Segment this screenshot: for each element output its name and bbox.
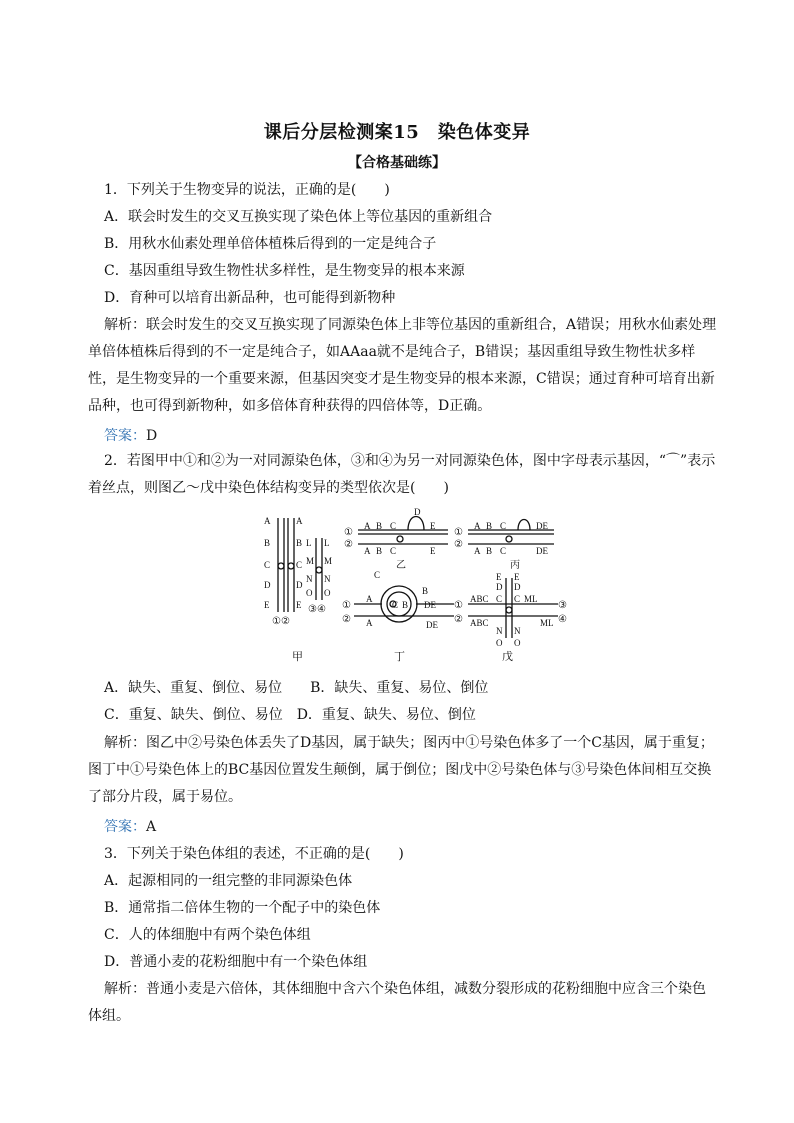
svg-text:N: N <box>496 626 503 636</box>
svg-text:①②: ①② <box>272 616 290 627</box>
svg-text:E: E <box>430 521 436 531</box>
q3-explanation: 解析：普通小麦是六倍体，其体细胞中含六个染色体组，减数分裂形成的花粉细胞中应含三个染色体组。 <box>88 981 706 1024</box>
svg-text:ML: ML <box>524 594 538 604</box>
svg-text:A: A <box>474 521 481 531</box>
svg-text:A: A <box>364 546 371 556</box>
svg-text:①: ① <box>342 600 351 611</box>
svg-text:C: C <box>500 546 507 556</box>
svg-text:B: B <box>376 521 383 531</box>
svg-text:C: C <box>496 594 503 604</box>
svg-text:B: B <box>296 538 303 548</box>
svg-text:A: A <box>296 516 303 526</box>
q1-answer-value: D <box>146 428 158 444</box>
svg-text:③④: ③④ <box>308 604 326 615</box>
svg-text:②: ② <box>454 539 463 550</box>
svg-text:②: ② <box>344 539 353 550</box>
svg-text:C: C <box>390 546 397 556</box>
q1-option-a: A．联会时发生的交叉互换实现了染色体上等位基因的重新组合 <box>104 209 493 225</box>
q2-options-row1: A．缺失、重复、倒位、易位 B．缺失、重复、易位、倒位 <box>104 680 489 696</box>
svg-text:O: O <box>306 588 313 598</box>
q1-option-c: C．基因重组导致生物性状多样性，是生物变异的根本来源 <box>104 263 465 279</box>
svg-text:B: B <box>486 521 493 531</box>
svg-text:③: ③ <box>558 600 567 611</box>
svg-text:丙: 丙 <box>510 560 520 571</box>
svg-text:B: B <box>376 546 383 556</box>
svg-text:B: B <box>486 546 493 556</box>
svg-text:N: N <box>324 574 331 584</box>
svg-text:E: E <box>430 546 436 556</box>
svg-text:DE: DE <box>426 620 438 630</box>
svg-text:①: ① <box>454 600 463 611</box>
section-heading: 【合格基础练】 <box>348 155 446 171</box>
svg-text:B: B <box>422 586 429 596</box>
svg-text:E: E <box>264 600 270 610</box>
svg-text:C: C <box>296 560 303 570</box>
svg-text:O: O <box>496 638 503 648</box>
svg-text:D: D <box>496 582 503 592</box>
q2-answer <box>104 818 156 836</box>
q2-answer-label: 答案： <box>104 819 146 835</box>
q1-answer <box>104 427 157 445</box>
svg-text:M: M <box>306 556 315 566</box>
q1-option-d: D．育种可以培育出新品种，也可能得到新物种 <box>104 290 396 306</box>
svg-text:ML: ML <box>540 618 554 628</box>
panel-label-wu: 戊 <box>502 651 513 663</box>
svg-text:ABC: ABC <box>470 594 489 604</box>
q1-explanation: 解析：联会时发生的交叉互换实现了同源染色体上非等位基因的重新组合，A错误；用秋水仙素处理单倍体植株后得到的不一定是纯合子，如AAaa就不是纯合子，B错误；基因重组导致生物性状多样性，是生物变异的一个重要来源，但基因突变才是生物变异的根本来源，C错误；通过育种可培育出新品种，也可得到新物种，如多倍体育种获得的四倍体等，D正确。 <box>88 317 717 414</box>
svg-text:B: B <box>402 600 409 610</box>
svg-text:B: B <box>264 538 271 548</box>
svg-text:ABC: ABC <box>470 618 489 628</box>
svg-text:E: E <box>514 572 520 582</box>
svg-text:①: ① <box>454 527 463 538</box>
svg-text:DE: DE <box>536 546 548 556</box>
svg-text:O: O <box>324 588 331 598</box>
svg-text:A: A <box>366 594 373 604</box>
svg-text:C: C <box>374 570 381 580</box>
q3-option-d: D．普通小麦的花粉细胞中有一个染色体组 <box>104 954 368 970</box>
svg-text:②: ② <box>342 614 351 625</box>
q1-option-b: B．用秋水仙素处理单倍体植株后得到的一定是纯合子 <box>104 236 437 252</box>
svg-text:E: E <box>496 572 502 582</box>
q3-option-b: B．通常指二倍体生物的一个配子中的染色体 <box>104 900 381 916</box>
svg-text:N: N <box>514 626 521 636</box>
svg-text:C: C <box>264 560 271 570</box>
q2-stem: 2．若图甲中①和②为一对同源染色体，③和④为另一对同源染色体，图中字母表示基因，“⌒”表示着丝点，则图乙～戊中染色体结构变异的类型依次是( ) <box>88 453 716 496</box>
q2-explanation: 解析：图乙中②号染色体丢失了D基因，属于缺失；图丙中①号染色体多了一个C基因，属于重复；图丁中①号染色体上的BC基因位置发生颠倒，属于倒位；图戊中②号染色体与③号染色体间相互交换了部分片段，属于易位。 <box>88 735 714 805</box>
svg-text:D: D <box>414 508 421 517</box>
svg-text:A: A <box>474 546 481 556</box>
svg-text:C: C <box>390 521 397 531</box>
svg-text:①: ① <box>344 527 353 538</box>
svg-text:L: L <box>306 538 312 548</box>
q3-stem: 3．下列关于染色体组的表述，不正确的是( ) <box>104 846 404 862</box>
svg-text:C: C <box>500 521 507 531</box>
svg-text:②: ② <box>454 614 463 625</box>
svg-text:④: ④ <box>558 614 567 625</box>
svg-text:DE: DE <box>424 600 436 610</box>
svg-text:A: A <box>364 521 371 531</box>
chromosome-figure <box>258 508 578 668</box>
svg-text:M: M <box>324 556 333 566</box>
q3-option-a: A．起源相同的一组完整的非同源染色体 <box>104 873 353 889</box>
q3-option-c: C．人的体细胞中有两个染色体组 <box>104 927 311 943</box>
svg-text:D: D <box>514 582 521 592</box>
svg-text:C: C <box>392 600 399 610</box>
q2-options-row2: C．重复、缺失、倒位、易位 D．重复、缺失、易位、倒位 <box>104 707 476 723</box>
q1-stem: 1．下列关于生物变异的说法，正确的是( ) <box>104 182 390 198</box>
q1-answer-label: 答案： <box>104 428 146 444</box>
svg-text:O: O <box>514 638 521 648</box>
svg-text:C: C <box>514 594 521 604</box>
q2-answer-value: A <box>146 819 157 835</box>
panel-label-jia: 甲 <box>292 651 303 663</box>
svg-text:D: D <box>296 580 303 590</box>
svg-text:E: E <box>296 600 302 610</box>
panel-label-ding: 丁 <box>394 651 405 663</box>
svg-text:A: A <box>366 618 373 628</box>
svg-text:D: D <box>264 580 271 590</box>
page-title: 课后分层检测案15 染色体变异 <box>263 122 531 143</box>
svg-text:A: A <box>264 516 271 526</box>
svg-text:乙: 乙 <box>396 560 406 571</box>
svg-text:DE: DE <box>536 521 548 531</box>
svg-text:N: N <box>306 574 313 584</box>
svg-text:L: L <box>324 538 330 548</box>
